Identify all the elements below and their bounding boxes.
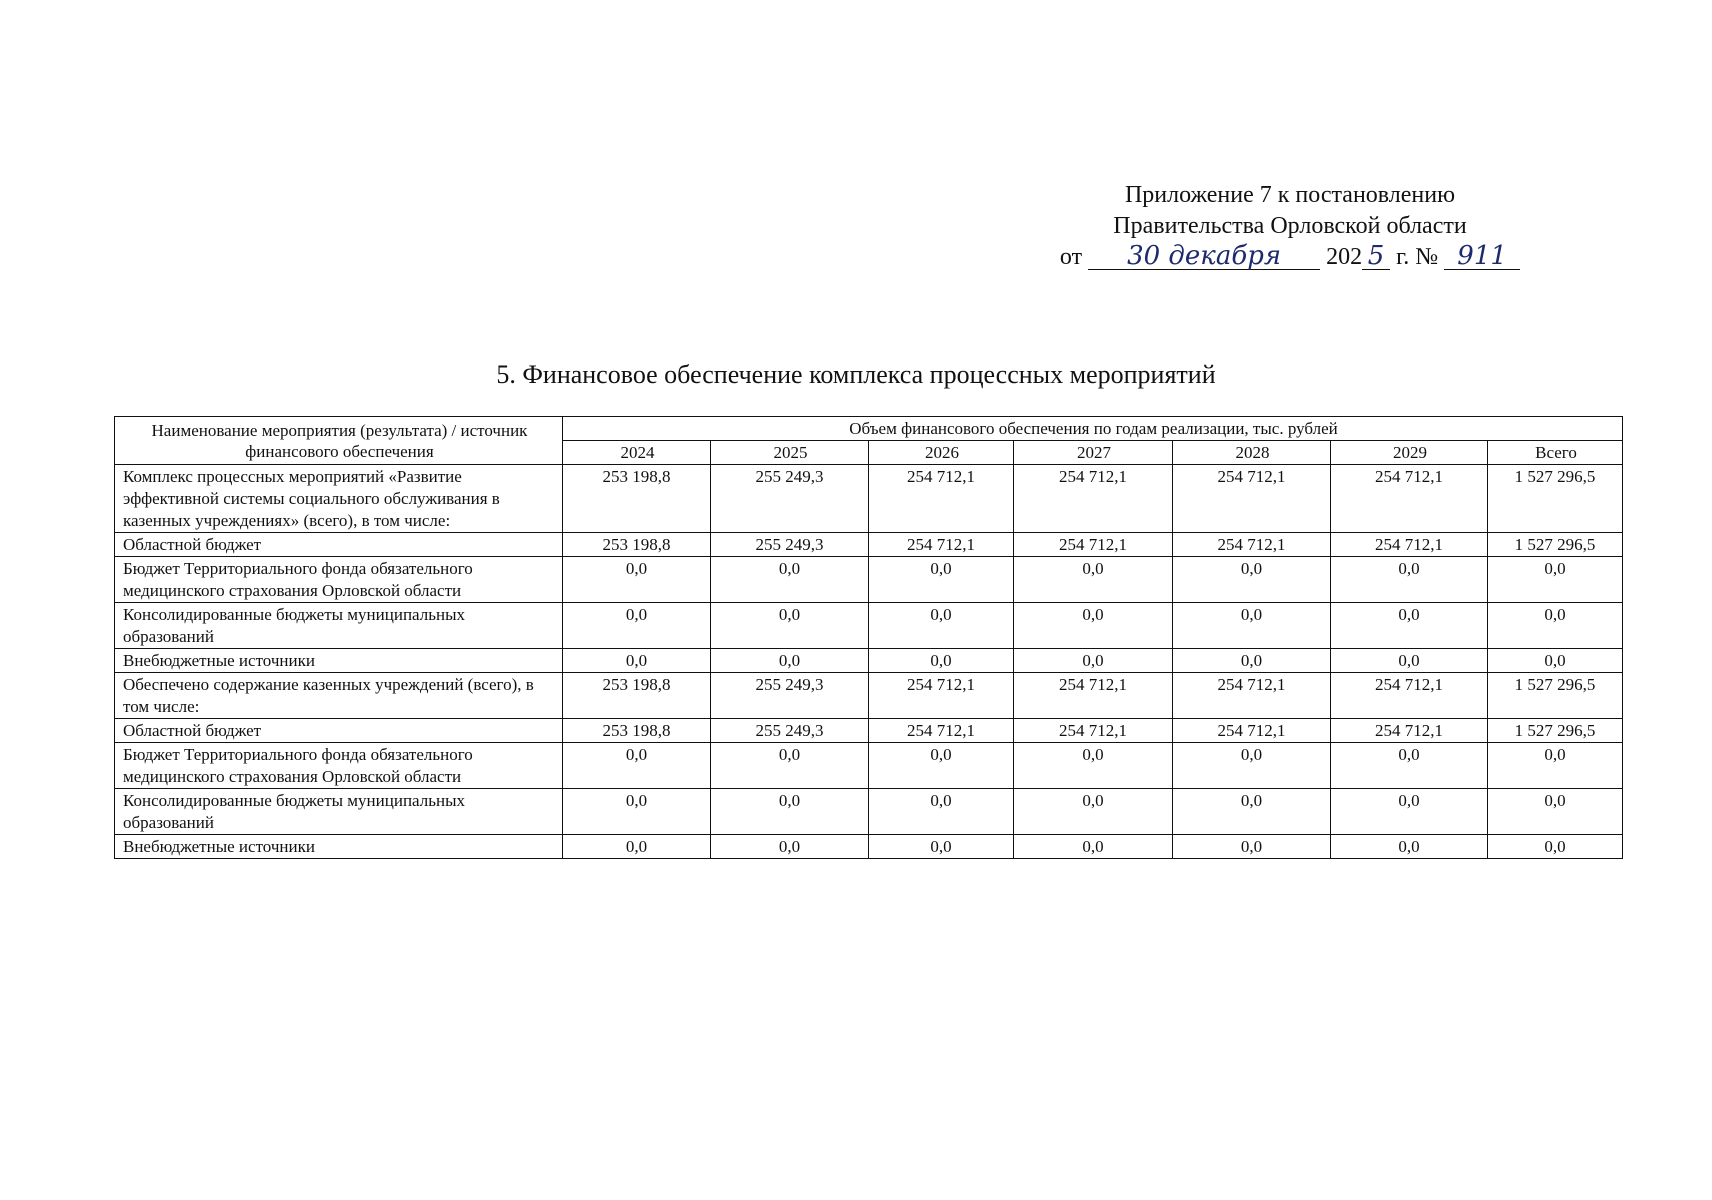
handwritten-date: 30 декабря xyxy=(1088,243,1320,270)
row-name: Обеспечено содержание казенных учреждений (всего), в том числе: xyxy=(115,673,563,719)
appendix-date-line xyxy=(1040,242,1540,273)
column-header-year: 2027 xyxy=(1014,441,1173,465)
row-value: 0,0 xyxy=(1173,835,1331,859)
row-value: 254 712,1 xyxy=(1014,719,1173,743)
row-value: 254 712,1 xyxy=(1331,673,1488,719)
row-value: 0,0 xyxy=(711,603,869,649)
row-value: 1 527 296,5 xyxy=(1488,465,1623,533)
row-name: Областной бюджет xyxy=(115,719,563,743)
row-value: 0,0 xyxy=(1331,835,1488,859)
row-name: Бюджет Территориального фонда обязательного медицинского страхования Орловской области xyxy=(115,743,563,789)
table-row xyxy=(115,719,1623,743)
column-header-year: 2025 xyxy=(711,441,869,465)
row-value: 253 198,8 xyxy=(563,719,711,743)
row-value: 0,0 xyxy=(1173,557,1331,603)
row-value: 0,0 xyxy=(563,789,711,835)
row-value: 0,0 xyxy=(1488,789,1623,835)
row-value: 0,0 xyxy=(1331,649,1488,673)
row-value: 0,0 xyxy=(1173,603,1331,649)
row-value: 254 712,1 xyxy=(1331,719,1488,743)
row-value: 254 712,1 xyxy=(869,719,1014,743)
column-header-year: 2026 xyxy=(869,441,1014,465)
row-value: 254 712,1 xyxy=(1173,533,1331,557)
row-value: 0,0 xyxy=(563,743,711,789)
row-value: 253 198,8 xyxy=(563,673,711,719)
row-name: Внебюджетные источники xyxy=(115,649,563,673)
row-value: 254 712,1 xyxy=(1331,533,1488,557)
row-value: 0,0 xyxy=(869,835,1014,859)
row-value: 0,0 xyxy=(1014,835,1173,859)
row-value: 0,0 xyxy=(869,649,1014,673)
row-value: 255 249,3 xyxy=(711,465,869,533)
column-header-year: Всего xyxy=(1488,441,1623,465)
from-label: от xyxy=(1059,244,1083,270)
row-value: 254 712,1 xyxy=(1014,465,1173,533)
row-value: 0,0 xyxy=(1014,649,1173,673)
table-row xyxy=(115,557,1623,603)
row-value: 254 712,1 xyxy=(1331,465,1488,533)
row-value: 0,0 xyxy=(869,789,1014,835)
row-value: 0,0 xyxy=(563,649,711,673)
column-header-name: Наименование мероприятия (результата) / источник финансового обеспечения xyxy=(115,417,563,465)
row-value: 0,0 xyxy=(1488,743,1623,789)
table-row xyxy=(115,789,1623,835)
row-value: 254 712,1 xyxy=(869,533,1014,557)
handwritten-year-digit: 5 xyxy=(1362,243,1390,270)
row-value: 0,0 xyxy=(1488,557,1623,603)
row-value: 0,0 xyxy=(869,743,1014,789)
table-row xyxy=(115,465,1623,533)
appendix-header xyxy=(1040,180,1540,273)
row-value: 254 712,1 xyxy=(1014,533,1173,557)
row-value: 0,0 xyxy=(1331,789,1488,835)
column-header-year: 2024 xyxy=(563,441,711,465)
table-row xyxy=(115,835,1623,859)
row-value: 0,0 xyxy=(1488,835,1623,859)
row-value: 0,0 xyxy=(1014,743,1173,789)
row-value: 254 712,1 xyxy=(1173,673,1331,719)
row-name: Областной бюджет xyxy=(115,533,563,557)
section-title: 5. Финансовое обеспечение комплекса процессных мероприятий xyxy=(496,360,1216,389)
row-value: 254 712,1 xyxy=(1173,719,1331,743)
row-value: 0,0 xyxy=(1014,557,1173,603)
row-value: 0,0 xyxy=(869,603,1014,649)
column-header-year: 2028 xyxy=(1173,441,1331,465)
row-value: 0,0 xyxy=(1331,743,1488,789)
row-value: 254 712,1 xyxy=(869,465,1014,533)
row-value: 255 249,3 xyxy=(711,719,869,743)
handwritten-number: 911 xyxy=(1444,243,1520,270)
row-value: 255 249,3 xyxy=(711,533,869,557)
row-value: 1 527 296,5 xyxy=(1488,673,1623,719)
row-value: 0,0 xyxy=(1173,649,1331,673)
row-value: 0,0 xyxy=(711,835,869,859)
year-prefix: 202 xyxy=(1326,244,1363,270)
financing-table xyxy=(114,416,1623,859)
row-value: 0,0 xyxy=(1331,603,1488,649)
appendix-line-1: Приложение 7 к постановлению xyxy=(1124,182,1456,208)
row-name: Внебюджетные источники xyxy=(115,835,563,859)
row-value: 0,0 xyxy=(563,835,711,859)
row-value: 254 712,1 xyxy=(869,673,1014,719)
table-row xyxy=(115,533,1623,557)
row-name: Бюджет Территориального фонда обязательного медицинского страхования Орловской области xyxy=(115,557,563,603)
row-value: 0,0 xyxy=(1488,649,1623,673)
row-name: Консолидированные бюджеты муниципальных образований xyxy=(115,603,563,649)
table-row xyxy=(115,649,1623,673)
row-value: 1 527 296,5 xyxy=(1488,719,1623,743)
row-value: 0,0 xyxy=(1173,789,1331,835)
row-value: 0,0 xyxy=(1488,603,1623,649)
table-body xyxy=(115,465,1623,859)
row-value: 253 198,8 xyxy=(563,533,711,557)
row-value: 0,0 xyxy=(563,603,711,649)
row-value: 0,0 xyxy=(1331,557,1488,603)
row-value: 0,0 xyxy=(1014,789,1173,835)
row-value: 0,0 xyxy=(711,789,869,835)
row-value: 0,0 xyxy=(563,557,711,603)
table-row xyxy=(115,603,1623,649)
row-value: 0,0 xyxy=(711,743,869,789)
row-value: 0,0 xyxy=(711,557,869,603)
row-name: Консолидированные бюджеты муниципальных образований xyxy=(115,789,563,835)
table-row xyxy=(115,743,1623,789)
row-value: 0,0 xyxy=(711,649,869,673)
number-label: г. № xyxy=(1396,244,1439,270)
appendix-line-2: Правительства Орловской области xyxy=(1113,213,1467,239)
column-group-header: Объем финансового обеспечения по годам реализации, тыс. рублей xyxy=(563,417,1623,441)
row-value: 254 712,1 xyxy=(1014,673,1173,719)
row-value: 253 198,8 xyxy=(563,465,711,533)
row-value: 254 712,1 xyxy=(1173,465,1331,533)
table-row xyxy=(115,673,1623,719)
column-header-year: 2029 xyxy=(1331,441,1488,465)
row-value: 255 249,3 xyxy=(711,673,869,719)
row-value: 0,0 xyxy=(1014,603,1173,649)
row-value: 1 527 296,5 xyxy=(1488,533,1623,557)
row-value: 0,0 xyxy=(1173,743,1331,789)
row-name: Комплекс процессных мероприятий «Развитие эффективной системы социального обслуживания в казенных учреждениях» (всего), в том числе: xyxy=(115,465,563,533)
row-value: 0,0 xyxy=(869,557,1014,603)
